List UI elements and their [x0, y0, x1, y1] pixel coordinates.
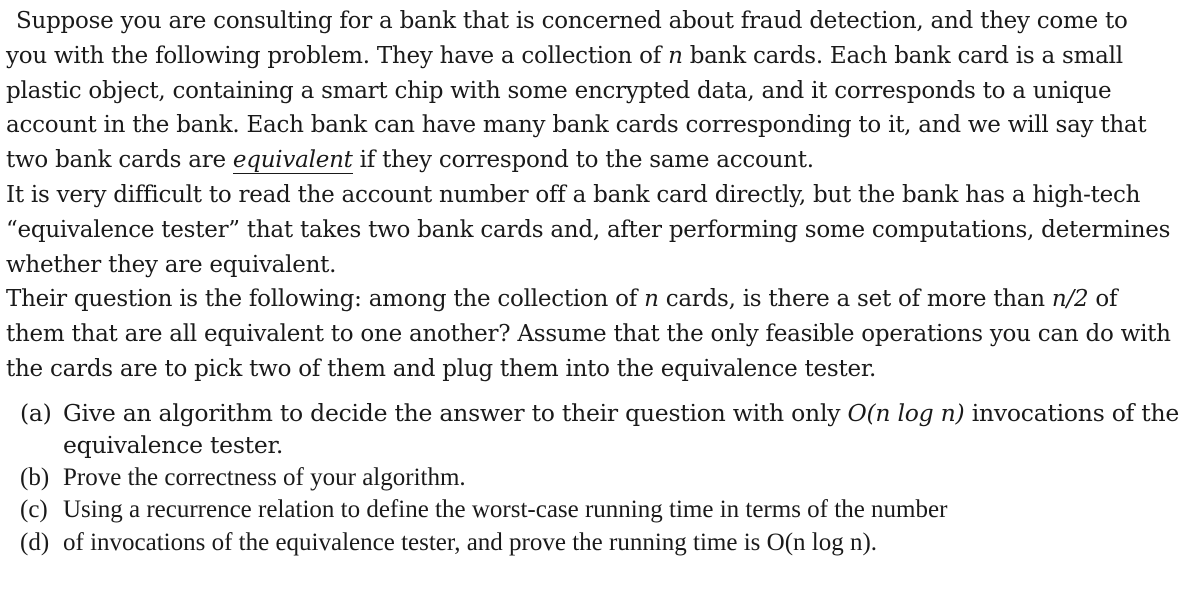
subquestion-a-start: Give an algorithm to decide the answer to their question with only	[63, 398, 848, 427]
question-line-1	[6, 282, 1186, 317]
subquestion-a-tag: (a)	[20, 398, 52, 427]
intro-line-5-start: two bank cards are	[6, 147, 233, 174]
paragraph-question	[6, 282, 1186, 386]
paragraph-intro	[6, 4, 1186, 178]
intro-line-4: account in the bank. Each bank can have many bank cards corresponding to it, and we will say that	[6, 112, 1147, 139]
tester-line-3: whether they are equivalent.	[6, 251, 337, 278]
subquestion-a	[20, 397, 1186, 462]
subquestion-c-tag: (c)	[20, 496, 48, 524]
subquestion-b	[20, 462, 1186, 495]
intro-line-2-end: bank cards. Each bank card is a small	[682, 42, 1123, 69]
intro-line-2	[6, 39, 1186, 74]
subquestion-a-body	[63, 397, 1179, 462]
subquestion-b-tag: (b)	[20, 463, 50, 491]
tester-line-1: It is very difficult to read the account number off a bank card directly, but the bank has a high-tech	[6, 181, 1141, 208]
question-line-1-mid: cards, is there a set of more than	[658, 286, 1052, 313]
math-n-over-2: n/2	[1051, 286, 1089, 313]
subquestion-a-line-1	[63, 397, 1179, 430]
subquestion-a-line-2: equivalence tester.	[63, 431, 284, 460]
math-n: n	[668, 42, 683, 69]
intro-line-5-end: if they correspond to the same account.	[352, 147, 814, 174]
tester-line-2: “equivalence tester” that takes two bank cards and, after performing some computations, determines	[6, 216, 1171, 243]
intro-line-1: Suppose you are consulting for a bank that is concerned about fraud detection, and they come to	[16, 8, 1128, 34]
subquestion-c	[20, 494, 1186, 527]
intro-line-3: plastic object, containing a smart chip with some encrypted data, and it corresponds to a unique	[6, 77, 1112, 104]
math-n-2: n	[644, 286, 659, 313]
subquestion-d	[20, 527, 1186, 560]
intro-line-5	[6, 143, 1186, 178]
intro-line-2-start: you with the following problem. They have a collection of	[6, 42, 669, 69]
math-big-o: O(n log n)	[847, 398, 965, 427]
problem-statement	[6, 4, 1186, 559]
question-line-3: the cards are to pick two of them and plug them into the equivalence tester.	[6, 355, 877, 382]
question-line-2: them that are all equivalent to one another? Assume that the only feasible operations you can do with	[6, 321, 1171, 348]
subquestion-d-tag: (d)	[20, 528, 50, 556]
paragraph-tester	[6, 178, 1186, 282]
subquestion-b-text: Prove the correctness of your algorithm.	[63, 463, 466, 491]
subquestion-d-text: of invocations of the equivalence tester, and prove the running time is O(n log n).	[63, 528, 878, 556]
term-equivalent: equivalent	[232, 147, 353, 174]
question-line-1-start: Their question is the following: among the collection of	[6, 286, 645, 313]
question-line-1-end: of	[1088, 286, 1118, 313]
subquestion-c-text: Using a recurrence relation to define the worst-case running time in terms of the number	[63, 496, 948, 524]
subquestion-a-end: invocations of the	[964, 398, 1180, 427]
subquestion-list	[6, 397, 1186, 560]
